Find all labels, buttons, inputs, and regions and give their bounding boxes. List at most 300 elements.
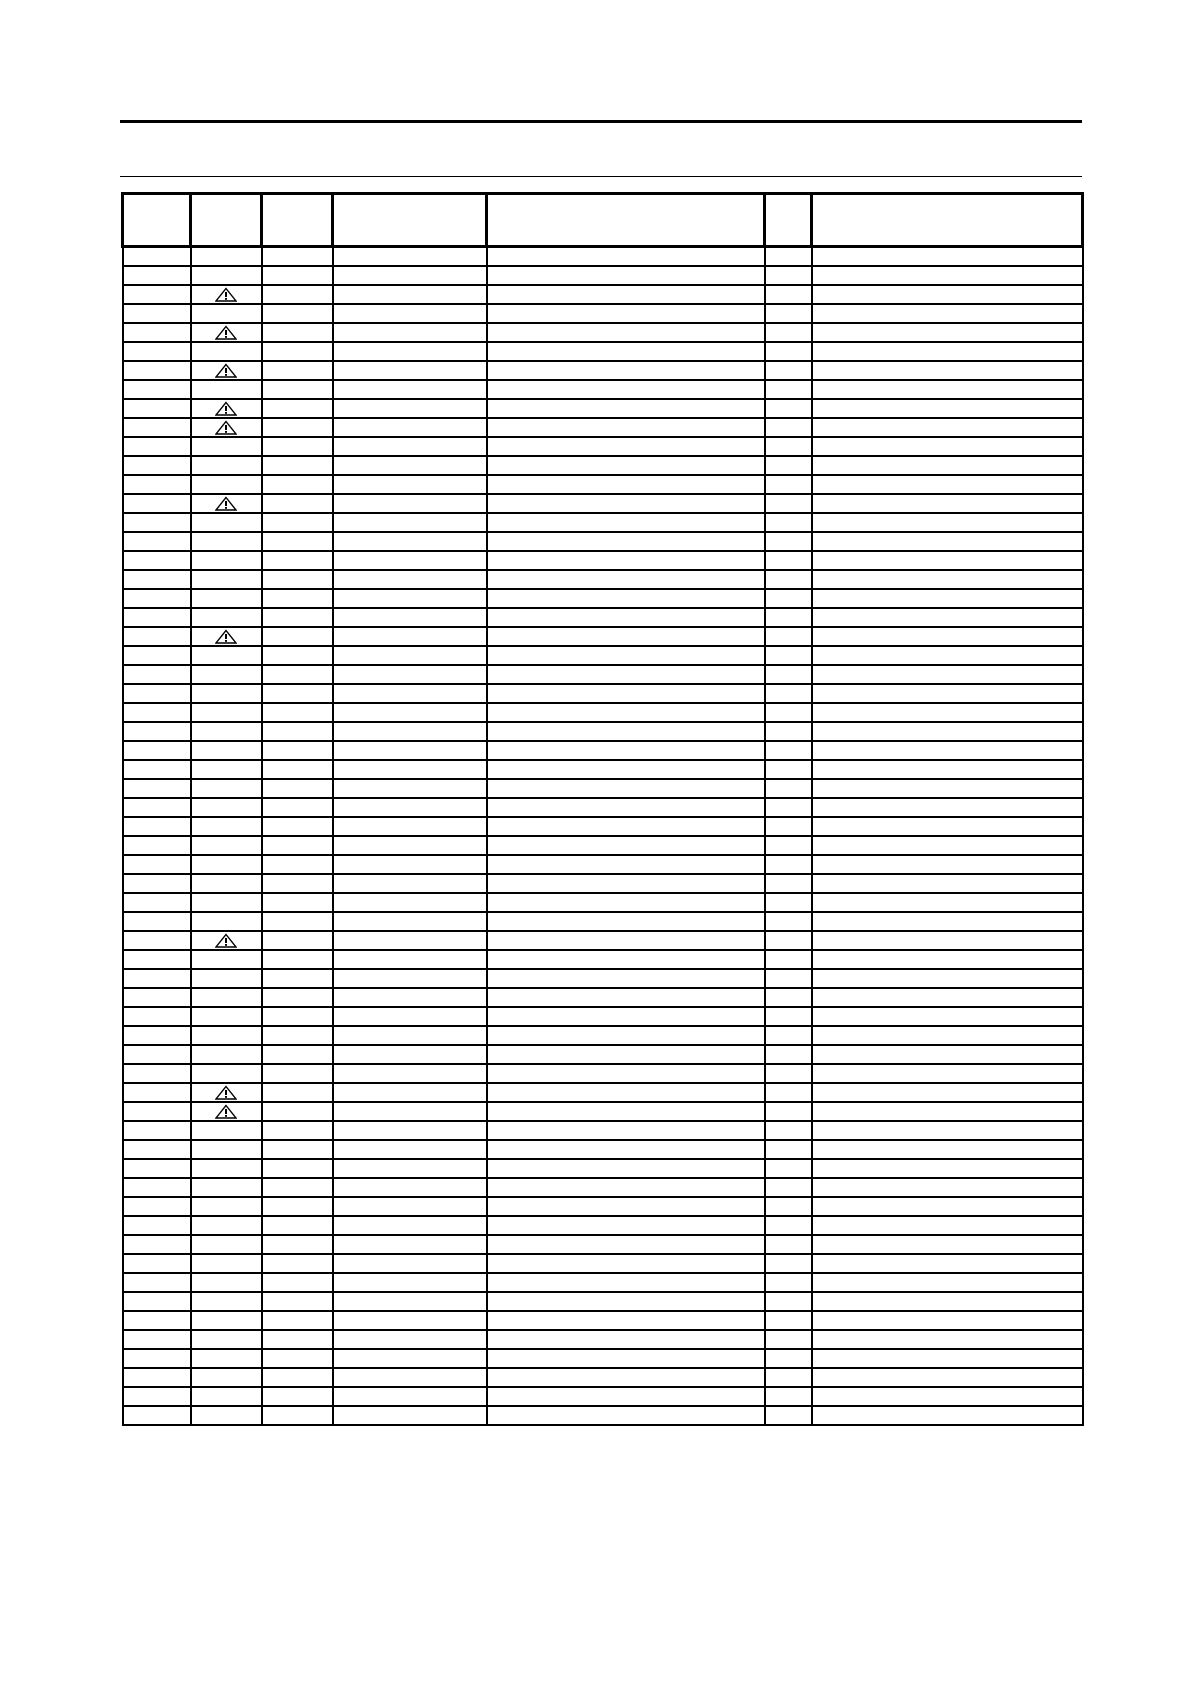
table-cell (262, 304, 333, 323)
table-cell (765, 532, 812, 551)
table-cell (487, 1349, 765, 1368)
table-cell (765, 1159, 812, 1178)
table-cell (812, 893, 1083, 912)
table-row (123, 741, 1083, 760)
table-row (123, 608, 1083, 627)
warning-triangle-icon (215, 327, 237, 338)
table-cell (123, 855, 191, 874)
table-cell (262, 1140, 333, 1159)
table-cell (191, 323, 262, 342)
table-cell (487, 1235, 765, 1254)
table-cell (262, 513, 333, 532)
table-cell (333, 285, 487, 304)
table-cell (191, 266, 262, 285)
table-row (123, 1406, 1083, 1425)
table-cell (333, 532, 487, 551)
table-cell (333, 627, 487, 646)
table-row (123, 855, 1083, 874)
table-cell (333, 1083, 487, 1102)
table-cell (333, 874, 487, 893)
table-cell (765, 1083, 812, 1102)
table-cell (123, 836, 191, 855)
table-cell (262, 893, 333, 912)
table-row (123, 893, 1083, 912)
table-cell (765, 285, 812, 304)
table-cell (262, 475, 333, 494)
table-cell (191, 570, 262, 589)
table-cell (262, 323, 333, 342)
table-cell (123, 418, 191, 437)
table-cell (262, 1045, 333, 1064)
table-cell (123, 513, 191, 532)
table-cell (123, 760, 191, 779)
table-cell (765, 1045, 812, 1064)
table-row (123, 1330, 1083, 1349)
table-cell (333, 1406, 487, 1425)
table-cell (123, 988, 191, 1007)
table-cell (487, 342, 765, 361)
table-cell (333, 798, 487, 817)
table-cell (765, 304, 812, 323)
table-cell (262, 1330, 333, 1349)
table-cell (191, 817, 262, 836)
table-cell (123, 1197, 191, 1216)
table-row (123, 304, 1083, 323)
table-cell (487, 779, 765, 798)
table-cell (487, 665, 765, 684)
table-cell (487, 798, 765, 817)
table-cell (812, 1254, 1083, 1273)
table-cell (487, 988, 765, 1007)
table-cell (812, 1197, 1083, 1216)
table-cell (333, 1216, 487, 1235)
table-row (123, 836, 1083, 855)
table-cell (262, 1121, 333, 1140)
table-cell (333, 931, 487, 950)
table-cell (191, 1045, 262, 1064)
table-cell (333, 1235, 487, 1254)
table-cell (487, 1045, 765, 1064)
table-cell (123, 589, 191, 608)
table-cell (333, 589, 487, 608)
table-cell (487, 589, 765, 608)
table-cell (812, 760, 1083, 779)
table-cell (812, 1064, 1083, 1083)
table-cell (262, 437, 333, 456)
table-cell (812, 1311, 1083, 1330)
warning-triangle-icon (215, 1087, 237, 1098)
table-cell (487, 1007, 765, 1026)
table-cell (191, 513, 262, 532)
table-cell (191, 1235, 262, 1254)
table-cell (812, 1368, 1083, 1387)
warning-triangle-icon (215, 498, 237, 509)
table-cell (487, 912, 765, 931)
table-row (123, 380, 1083, 399)
table-cell (812, 741, 1083, 760)
table-cell (123, 912, 191, 931)
table-cell (333, 1368, 487, 1387)
table-cell (487, 247, 765, 267)
table-cell (123, 551, 191, 570)
table-cell (191, 1102, 262, 1121)
table-cell (765, 1197, 812, 1216)
table-row (123, 1349, 1083, 1368)
table-cell (333, 988, 487, 1007)
table-cell (333, 1330, 487, 1349)
table-cell (765, 741, 812, 760)
table-cell (191, 494, 262, 513)
table-cell (812, 836, 1083, 855)
table-cell (191, 1311, 262, 1330)
table-cell (262, 912, 333, 931)
table-cell (333, 551, 487, 570)
table-cell (123, 1178, 191, 1197)
table-row (123, 1178, 1083, 1197)
table-cell (765, 1292, 812, 1311)
table-cell (765, 722, 812, 741)
table-cell (487, 1387, 765, 1406)
table-cell (262, 456, 333, 475)
table-cell (123, 1368, 191, 1387)
table-cell (333, 475, 487, 494)
table-cell (191, 437, 262, 456)
header-cell-1 (123, 194, 191, 247)
table-cell (262, 760, 333, 779)
table-cell (262, 418, 333, 437)
warning-triangle-icon (215, 422, 237, 433)
header-cell-4 (333, 194, 487, 247)
table-cell (123, 304, 191, 323)
table-cell (487, 1064, 765, 1083)
table-cell (812, 304, 1083, 323)
table-cell (262, 798, 333, 817)
table-cell (765, 1140, 812, 1159)
table-cell (333, 779, 487, 798)
parts-list-table (121, 192, 1084, 1426)
table-cell (487, 456, 765, 475)
table-body (123, 247, 1083, 1426)
warning-triangle-icon (215, 289, 237, 300)
table-cell (487, 1216, 765, 1235)
table-cell (765, 912, 812, 931)
table-cell (262, 1197, 333, 1216)
table-cell (765, 931, 812, 950)
table-cell (191, 855, 262, 874)
table-cell (333, 247, 487, 267)
table-cell (812, 1292, 1083, 1311)
table-row (123, 266, 1083, 285)
table-cell (812, 1121, 1083, 1140)
table-cell (123, 475, 191, 494)
table-cell (487, 874, 765, 893)
table-cell (765, 855, 812, 874)
table-cell (262, 380, 333, 399)
table-cell (123, 722, 191, 741)
table-cell (191, 684, 262, 703)
table-cell (333, 1102, 487, 1121)
table-cell (765, 665, 812, 684)
table-row (123, 1254, 1083, 1273)
table-cell (333, 1254, 487, 1273)
table-cell (333, 513, 487, 532)
table-cell (765, 1349, 812, 1368)
table-cell (191, 988, 262, 1007)
table-cell (812, 1387, 1083, 1406)
table-cell (487, 836, 765, 855)
table-cell (487, 1273, 765, 1292)
table-row (123, 988, 1083, 1007)
table-cell (812, 323, 1083, 342)
table-cell (812, 1273, 1083, 1292)
table-row (123, 760, 1083, 779)
table-cell (191, 1330, 262, 1349)
table-cell (487, 494, 765, 513)
table-cell (812, 513, 1083, 532)
table-cell (123, 342, 191, 361)
table-cell (123, 779, 191, 798)
table-cell (262, 1254, 333, 1273)
table-cell (333, 323, 487, 342)
table-cell (123, 931, 191, 950)
table-cell (812, 646, 1083, 665)
table-cell (487, 893, 765, 912)
table-cell (123, 1026, 191, 1045)
table-cell (333, 342, 487, 361)
table-row (123, 532, 1083, 551)
table-cell (812, 1330, 1083, 1349)
table-cell (123, 399, 191, 418)
table-cell (123, 1083, 191, 1102)
table-cell (812, 722, 1083, 741)
table-row (123, 779, 1083, 798)
table-cell (487, 570, 765, 589)
table-cell (262, 361, 333, 380)
table-row (123, 285, 1083, 304)
table-cell (333, 741, 487, 760)
table-cell (123, 494, 191, 513)
table-cell (812, 1102, 1083, 1121)
table-cell (812, 1045, 1083, 1064)
table-cell (262, 1083, 333, 1102)
table-cell (765, 1387, 812, 1406)
table-cell (333, 1349, 487, 1368)
table-cell (191, 665, 262, 684)
table-row (123, 1026, 1083, 1045)
table-cell (191, 1064, 262, 1083)
table-cell (123, 1349, 191, 1368)
table-cell (262, 1159, 333, 1178)
table-cell (262, 1064, 333, 1083)
table-cell (262, 684, 333, 703)
table-cell (812, 988, 1083, 1007)
table-cell (765, 266, 812, 285)
table-cell (262, 874, 333, 893)
table-cell (812, 475, 1083, 494)
table-cell (765, 1026, 812, 1045)
table-cell (812, 969, 1083, 988)
table-cell (765, 627, 812, 646)
table-cell (262, 1178, 333, 1197)
table-cell (487, 1406, 765, 1425)
table-cell (487, 532, 765, 551)
table-cell (191, 1083, 262, 1102)
table-cell (123, 1216, 191, 1235)
table-cell (123, 1007, 191, 1026)
table-cell (487, 817, 765, 836)
table-cell (191, 1349, 262, 1368)
table-cell (765, 893, 812, 912)
table-row (123, 969, 1083, 988)
table-cell (191, 589, 262, 608)
table-cell (333, 969, 487, 988)
table-cell (812, 342, 1083, 361)
table-cell (765, 1007, 812, 1026)
table-cell (191, 1140, 262, 1159)
table-cell (191, 1254, 262, 1273)
table-cell (191, 1026, 262, 1045)
table-cell (123, 741, 191, 760)
table-cell (333, 1292, 487, 1311)
table-cell (123, 608, 191, 627)
table-cell (191, 874, 262, 893)
table-cell (191, 342, 262, 361)
table-cell (123, 817, 191, 836)
table-cell (812, 855, 1083, 874)
table-cell (262, 836, 333, 855)
table-cell (765, 1330, 812, 1349)
table-cell (262, 988, 333, 1007)
table-cell (123, 1311, 191, 1330)
table-cell (765, 1406, 812, 1425)
table-cell (191, 247, 262, 267)
table-cell (487, 418, 765, 437)
table-cell (123, 1292, 191, 1311)
table-row (123, 874, 1083, 893)
table-cell (123, 380, 191, 399)
table-cell (333, 1140, 487, 1159)
table-cell (191, 304, 262, 323)
table-row (123, 1159, 1083, 1178)
header-cell-2 (191, 194, 262, 247)
table-cell (262, 1387, 333, 1406)
table-cell (812, 494, 1083, 513)
table-cell (191, 1368, 262, 1387)
table-cell (487, 1292, 765, 1311)
table-cell (812, 380, 1083, 399)
table-cell (765, 798, 812, 817)
table-row (123, 437, 1083, 456)
table-cell (812, 931, 1083, 950)
table-cell (812, 589, 1083, 608)
table-cell (123, 798, 191, 817)
table-cell (262, 779, 333, 798)
table-row (123, 817, 1083, 836)
table-row (123, 1045, 1083, 1064)
table-cell (765, 551, 812, 570)
table-cell (191, 399, 262, 418)
table-cell (123, 1159, 191, 1178)
table-cell (333, 361, 487, 380)
table-cell (765, 1216, 812, 1235)
table-cell (333, 912, 487, 931)
table-cell (765, 608, 812, 627)
table-row (123, 1311, 1083, 1330)
table-cell (191, 551, 262, 570)
table-cell (262, 285, 333, 304)
table-cell (765, 817, 812, 836)
table-cell (765, 1254, 812, 1273)
table-row (123, 342, 1083, 361)
table-cell (487, 703, 765, 722)
table-cell (487, 646, 765, 665)
table-cell (123, 1045, 191, 1064)
table-row (123, 456, 1083, 475)
table-row (123, 494, 1083, 513)
table-cell (123, 361, 191, 380)
table-cell (765, 1121, 812, 1140)
table-cell (765, 1102, 812, 1121)
table-cell (262, 931, 333, 950)
table-row (123, 323, 1083, 342)
table-cell (765, 247, 812, 267)
table-cell (487, 285, 765, 304)
table-cell (765, 418, 812, 437)
table-cell (812, 912, 1083, 931)
table-cell (123, 1330, 191, 1349)
table-cell (812, 551, 1083, 570)
warning-triangle-icon (215, 631, 237, 642)
table-cell (812, 1159, 1083, 1178)
table-cell (191, 1007, 262, 1026)
table-cell (262, 1026, 333, 1045)
table-cell (123, 285, 191, 304)
table-cell (191, 950, 262, 969)
table-cell (487, 1026, 765, 1045)
table-cell (123, 1406, 191, 1425)
table-cell (333, 399, 487, 418)
table-cell (812, 1406, 1083, 1425)
table-cell (191, 418, 262, 437)
table-cell (123, 323, 191, 342)
table-cell (262, 342, 333, 361)
table-cell (812, 418, 1083, 437)
table-cell (123, 1387, 191, 1406)
table-cell (487, 760, 765, 779)
table-cell (487, 1159, 765, 1178)
table-cell (765, 1178, 812, 1197)
table-row (123, 665, 1083, 684)
table-cell (333, 684, 487, 703)
table-cell (191, 475, 262, 494)
table-cell (333, 1121, 487, 1140)
table-cell (191, 1216, 262, 1235)
table-cell (487, 684, 765, 703)
table-cell (262, 646, 333, 665)
table-cell (487, 741, 765, 760)
table-row (123, 684, 1083, 703)
table-cell (191, 1159, 262, 1178)
table-cell (487, 475, 765, 494)
table-cell (262, 589, 333, 608)
table-cell (333, 950, 487, 969)
table-cell (812, 456, 1083, 475)
table-cell (812, 665, 1083, 684)
table-cell (262, 855, 333, 874)
table-cell (262, 741, 333, 760)
table-cell (191, 760, 262, 779)
header-cell-3 (262, 194, 333, 247)
